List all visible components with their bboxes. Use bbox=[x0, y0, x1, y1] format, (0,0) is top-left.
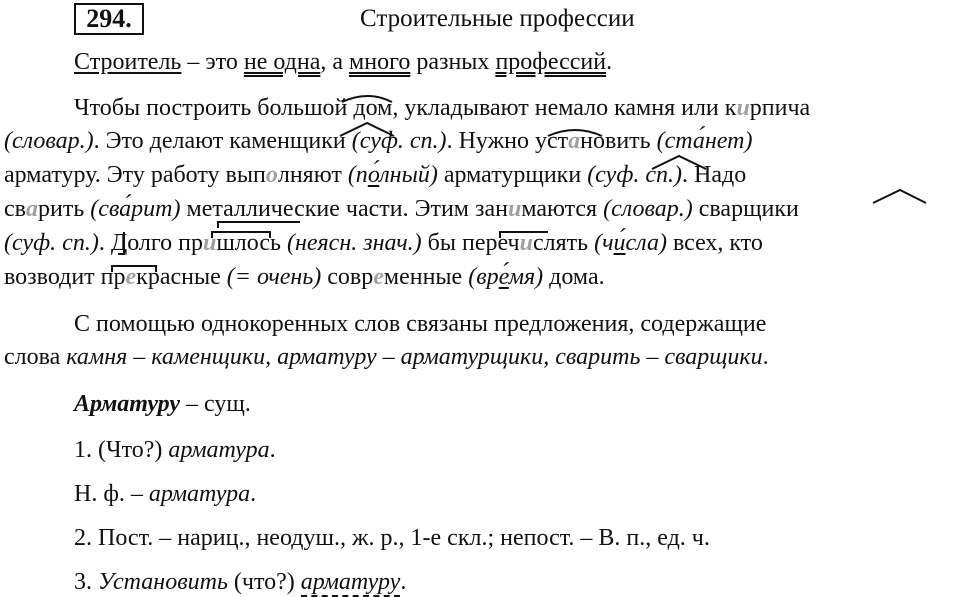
highlighted-vowel: е bbox=[125, 264, 137, 290]
analysis-line: 3. Установить (что?) арматуру. bbox=[74, 569, 407, 595]
predicate-part: много bbox=[349, 49, 411, 75]
highlighted-vowel: и bbox=[736, 95, 750, 121]
conclusion-line: слова камня – каменщики, арматуру – арматурщики, сварить – сварщики. bbox=[4, 344, 769, 370]
highlighted-vowel: и bbox=[507, 196, 522, 222]
subject-word: Строитель bbox=[74, 49, 182, 75]
analysis-line: 1. (Что?) арматура. bbox=[74, 437, 276, 463]
suffix-mark bbox=[873, 190, 926, 203]
paragraph-line: арматуру. Эту работу выполняют (по́лный) арматурщики (суф. сп.). Надо bbox=[4, 162, 747, 188]
highlighted-vowel: о bbox=[265, 162, 278, 188]
analysis-heading: Арматуру – сущ. bbox=[74, 391, 251, 417]
paragraph-line: (словар.). Это делают каменщики (суф. сп.). Нужно установить (ста́нет) bbox=[4, 128, 753, 154]
paragraph-line: сварить (сва́рит) металлические части. Этим занимаются (словар.) сварщики bbox=[4, 196, 799, 222]
paragraph-line: (суф. сп.). Долго пришлось (неясн. знач.) бы перечислять (чи́сла) всех, кто bbox=[4, 230, 763, 256]
sentence-bracket bbox=[218, 222, 300, 228]
exercise-number: 294. bbox=[74, 3, 144, 35]
analysis-line: Н. ф. – арматура. bbox=[74, 481, 257, 507]
analyzed-word: Арматуру bbox=[74, 391, 180, 417]
object-word: арматуру bbox=[300, 569, 401, 595]
conclusion-line: С помощью однокоренных слов связаны предложения, содержащие bbox=[74, 311, 767, 337]
paragraph-line: Чтобы построить большой дом, укладывают немало камня или кирпича bbox=[74, 95, 811, 121]
exercise-title: Строительные профессии bbox=[360, 5, 635, 32]
highlighted-vowel: а bbox=[568, 128, 581, 154]
highlighted-vowel: е bbox=[373, 264, 384, 290]
highlighted-vowel: и bbox=[519, 230, 533, 256]
intro-sentence: Строитель – это не одна, а много разных профессий. bbox=[74, 49, 613, 75]
highlighted-vowel: и bbox=[202, 230, 217, 256]
paragraph-line: возводит прекрасные (= очень) современные (вре́мя) дома. bbox=[4, 264, 605, 290]
predicate-part: не одна bbox=[243, 49, 321, 75]
analysis-line: 2. Пост. – нариц., неодуш., ж. р., 1-е скл.; непост. – В. п., ед. ч. bbox=[74, 525, 710, 551]
predicate-part: профессий bbox=[495, 49, 607, 75]
highlighted-vowel: а bbox=[25, 196, 38, 222]
